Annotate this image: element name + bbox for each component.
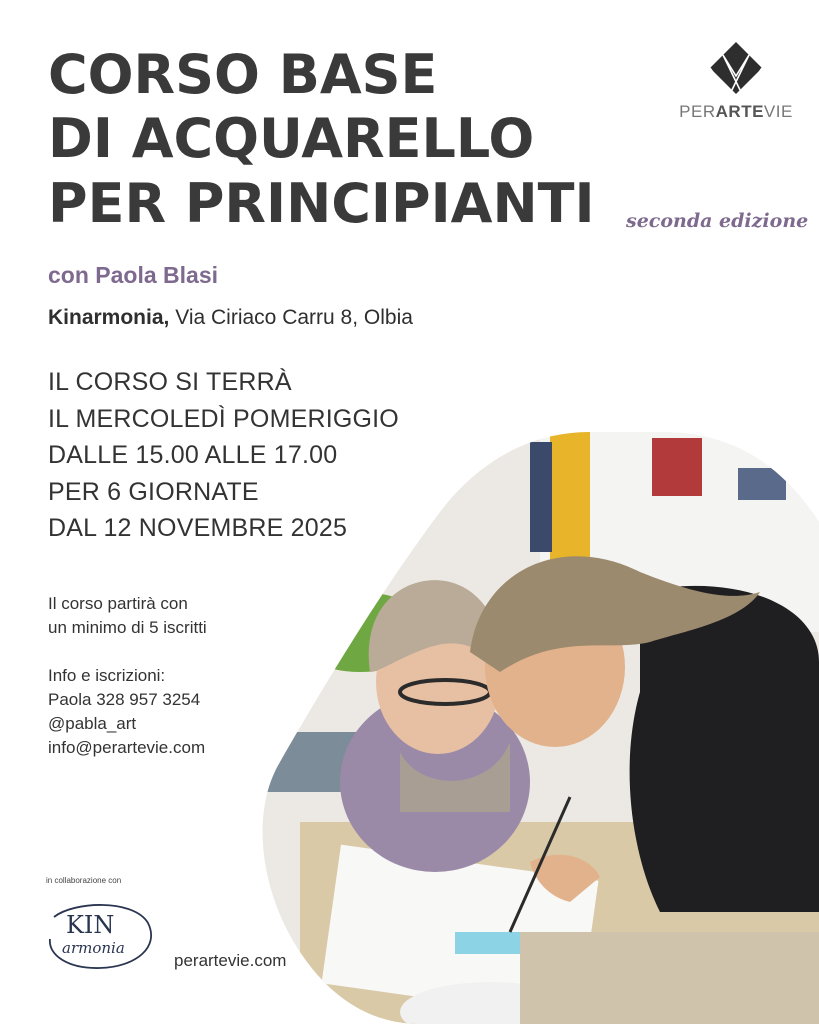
venue-line xyxy=(48,306,413,330)
title-line-2: DI ACQUARELLO xyxy=(48,107,535,170)
schedule-line: IL MERCOLEDÌ POMERIGGIO xyxy=(48,404,399,433)
contact-email[interactable]: info@perartevie.com xyxy=(48,738,206,757)
kin-logo-bottom: armonia xyxy=(62,939,125,957)
workshop-photo xyxy=(260,432,819,1024)
venue-name: Kinarmonia, xyxy=(48,306,170,329)
brand-word-right: VIE xyxy=(763,102,793,121)
kin-logo-top: KIN xyxy=(66,911,115,939)
contact-phone[interactable]: Paola 328 957 3254 xyxy=(48,690,201,709)
brand-word-mid: ARTE xyxy=(715,102,764,121)
title-line-3: PER PRINCIPIANTI xyxy=(48,172,595,235)
contact-heading: Info e iscrizioni: xyxy=(48,666,166,685)
schedule-line: PER 6 GIORNATE xyxy=(48,477,259,506)
minimum-line: Il corso partirà con xyxy=(48,594,188,613)
title-line-1: CORSO BASE xyxy=(48,43,438,106)
venue-address: Via Ciriaco Carru 8, Olbia xyxy=(175,306,413,329)
collaboration-label: in collaborazione con xyxy=(46,876,122,885)
website-link[interactable]: perartevie.com xyxy=(174,951,287,970)
contact-block xyxy=(48,664,205,760)
minimum-line: un minimo di 5 iscritti xyxy=(48,618,207,637)
minimum-enrollment xyxy=(48,592,207,640)
edition-label: seconda edizione xyxy=(626,210,809,232)
contact-social[interactable]: @pabla_art xyxy=(48,714,137,733)
brand-word-left: PER xyxy=(679,102,716,121)
schedule-line: DALLE 15.00 ALLE 17.00 xyxy=(48,441,338,469)
kinarmonia-logo xyxy=(44,895,156,975)
schedule-line: DAL 12 NOVEMBRE 2025 xyxy=(48,514,348,542)
schedule-line: IL CORSO SI TERRÀ xyxy=(48,368,292,396)
brand-wordmark xyxy=(676,102,796,122)
teacher-name: con Paola Blasi xyxy=(48,262,219,288)
